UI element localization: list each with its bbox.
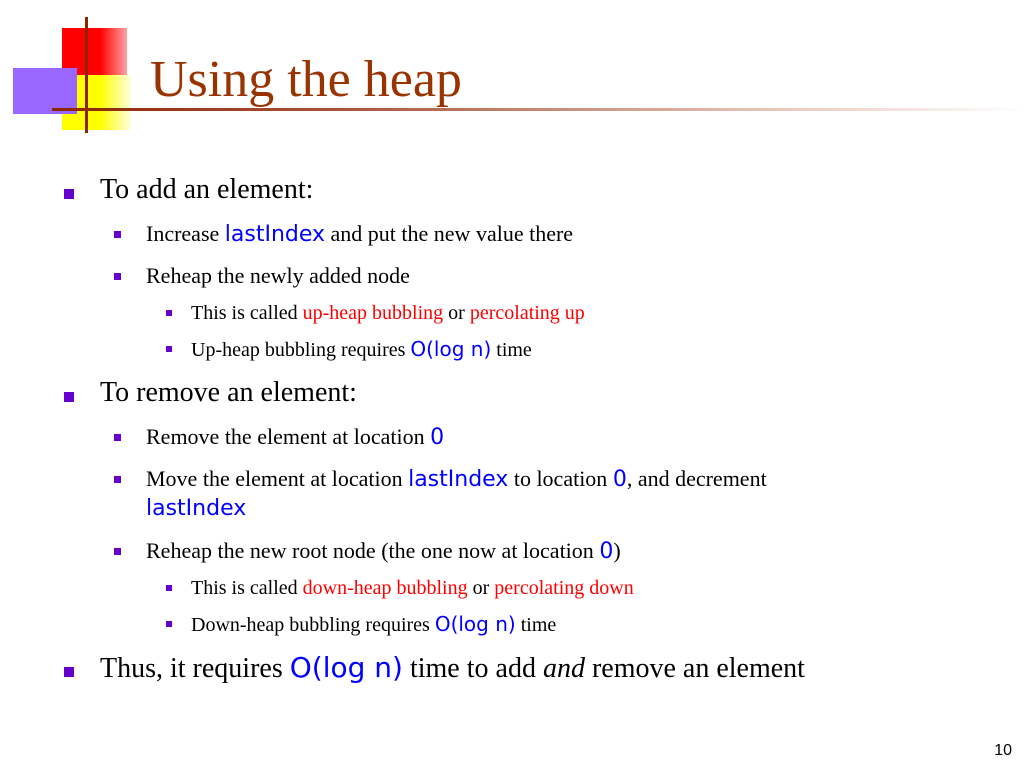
- bullet-add-element: [0, 172, 1024, 208]
- bullet-square-icon: [114, 434, 121, 441]
- code-zero: 0: [599, 539, 614, 564]
- logo-vertical-line: [85, 17, 88, 133]
- bullet-increase-lastindex: [0, 220, 1024, 249]
- slide-title: Using the heap: [150, 51, 462, 108]
- bullet-square-icon: [114, 273, 121, 280]
- code-lastindex: lastIndex: [224, 222, 326, 247]
- text: Move the element at location: [146, 466, 409, 491]
- bullet-remove-at-zero: [0, 423, 1024, 452]
- code-lastindex: lastIndex: [408, 467, 509, 492]
- text: ): [613, 538, 621, 563]
- bullet-square-icon: [64, 392, 74, 402]
- remove-heading: To remove an element:: [100, 377, 357, 408]
- slide-content: [0, 170, 1024, 687]
- bullet-downheap-requires: [0, 611, 1024, 638]
- text: This is called: [191, 577, 303, 599]
- bullet-square-icon: [166, 621, 172, 627]
- bullet-square-icon: [114, 548, 121, 555]
- text: Down-heap bubbling requires: [191, 614, 435, 636]
- add-heading: To add an element:: [100, 174, 314, 205]
- text: and put the new value there: [325, 221, 574, 246]
- bullet-move-element: [0, 465, 1024, 523]
- text: , and decrement: [626, 466, 767, 491]
- code-zero: 0: [612, 467, 627, 492]
- page-number: 10: [994, 742, 1012, 759]
- text: Reheap the newly added node: [146, 263, 410, 288]
- bullet-remove-element: [0, 375, 1024, 411]
- bullet-square-icon: [114, 231, 121, 238]
- text: time: [491, 339, 532, 361]
- logo-yellow-fade: [100, 75, 132, 130]
- bullet-reheap-added: [0, 262, 1024, 290]
- code-olog-n: O(log n): [434, 612, 516, 636]
- text: Up-heap bubbling requires: [191, 339, 411, 361]
- text: or: [467, 577, 495, 599]
- code-lastindex: lastIndex: [146, 496, 247, 521]
- bullet-square-icon: [114, 476, 121, 483]
- text: Reheap the new root node (the one now at location: [146, 538, 600, 563]
- term-downheap-bubbling: down-heap bubbling: [302, 577, 468, 599]
- bullet-summary: [0, 650, 1024, 687]
- text: This is called: [191, 302, 303, 324]
- bullet-upheap-called: [0, 300, 1024, 326]
- emphasis-and: and: [542, 653, 585, 684]
- term-upheap-bubbling: up-heap bubbling: [302, 302, 444, 324]
- bullet-square-icon: [64, 189, 74, 199]
- bullet-square-icon: [166, 346, 172, 352]
- slide-logo: [0, 0, 140, 140]
- bullet-reheap-root: [0, 537, 1024, 566]
- code-zero: 0: [430, 425, 445, 450]
- bullet-downheap-called: [0, 575, 1024, 601]
- bullet-square-icon: [64, 667, 74, 677]
- text: to location: [508, 466, 613, 491]
- text: time: [515, 614, 557, 636]
- text: remove an element: [584, 653, 805, 684]
- text: Remove the element at location: [146, 424, 431, 449]
- text: Thus, it requires: [100, 653, 290, 684]
- logo-red-fade: [100, 28, 130, 78]
- code-olog-n: O(log n): [410, 337, 492, 361]
- text: time to add: [402, 653, 543, 684]
- text: Increase: [146, 221, 225, 246]
- term-percolating-down: percolating down: [494, 577, 634, 599]
- code-olog-n: O(log n): [289, 651, 403, 684]
- term-percolating-up: percolating up: [469, 302, 585, 324]
- bullet-square-icon: [166, 585, 172, 591]
- text: or: [443, 302, 470, 324]
- bullet-square-icon: [166, 310, 172, 316]
- bullet-upheap-requires: [0, 336, 1024, 363]
